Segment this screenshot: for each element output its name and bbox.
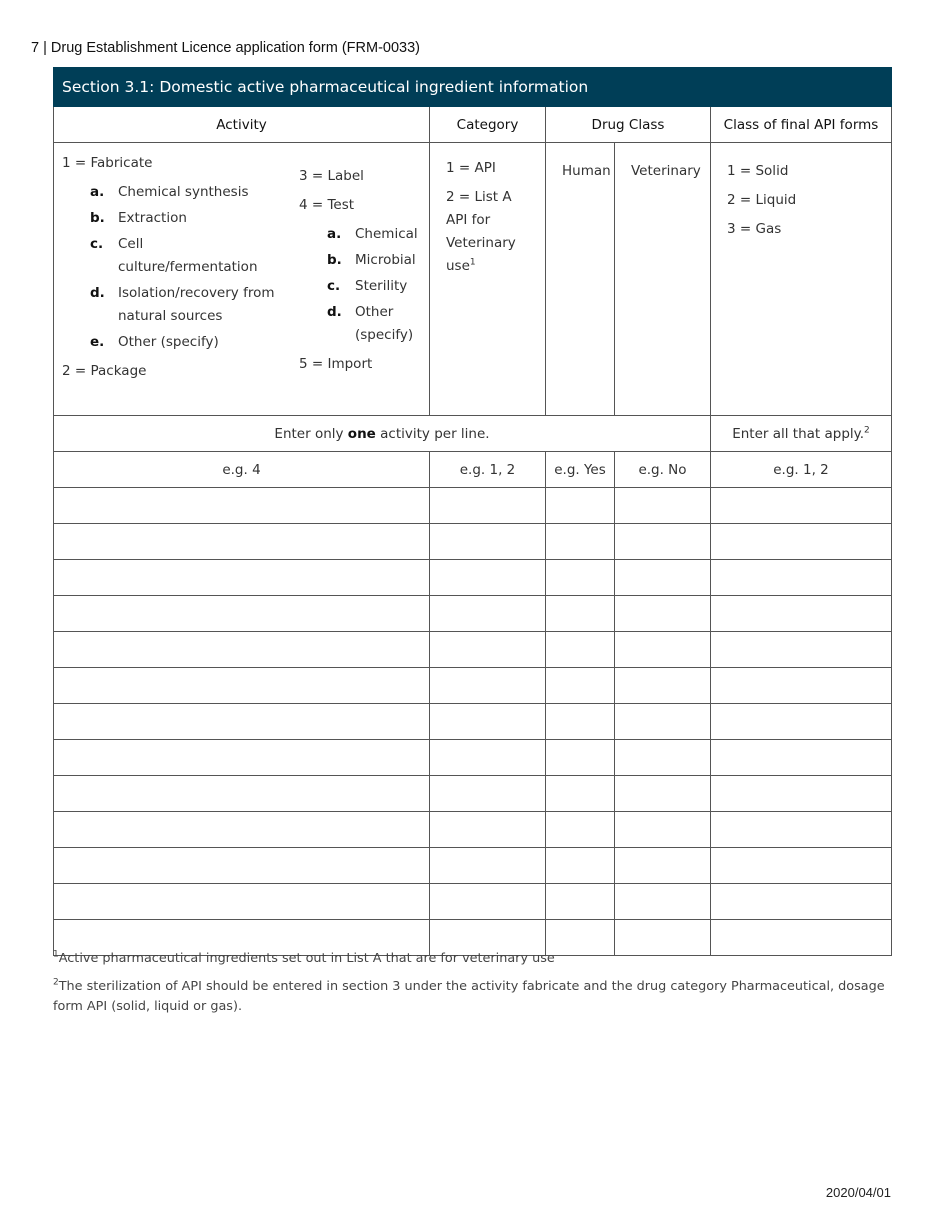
entry-row bbox=[54, 524, 892, 560]
api-form-item: 1 = Solid bbox=[727, 163, 789, 179]
entry-row bbox=[54, 848, 892, 884]
category-item-1: 1 = API bbox=[446, 160, 496, 176]
api-forms-instruction: Enter all that apply.$^2$ bbox=[711, 416, 892, 452]
entry-cell-api-forms[interactable] bbox=[711, 524, 892, 560]
legend-test-item: b. Microbial bbox=[327, 252, 416, 268]
api-forms-legend bbox=[711, 143, 892, 416]
entry-cell-human[interactable] bbox=[546, 740, 615, 776]
entry-cell-activity[interactable] bbox=[54, 632, 430, 668]
entry-cell-api-forms[interactable] bbox=[711, 884, 892, 920]
api-information-table bbox=[53, 67, 892, 956]
entry-cell-activity[interactable] bbox=[54, 488, 430, 524]
entry-cell-activity[interactable] bbox=[54, 668, 430, 704]
section-title: Section 3.1: Domestic active pharmaceutical ingredient information bbox=[54, 68, 892, 107]
entry-cell-activity[interactable] bbox=[54, 812, 430, 848]
entry-cell-veterinary[interactable] bbox=[615, 668, 711, 704]
entry-cell-api-forms[interactable] bbox=[711, 812, 892, 848]
entry-cell-veterinary[interactable] bbox=[615, 560, 711, 596]
legend-import: 5 = Import bbox=[299, 356, 373, 372]
page-header: 7 | Drug Establishment Licence application form (FRM-0033) bbox=[31, 40, 420, 56]
entry-cell-category[interactable] bbox=[430, 524, 546, 560]
entry-cell-human[interactable] bbox=[546, 596, 615, 632]
legend-fabricate: 1 = Fabricate bbox=[62, 155, 153, 171]
entry-cell-category[interactable] bbox=[430, 668, 546, 704]
entry-cell-human[interactable] bbox=[546, 884, 615, 920]
entry-cell-veterinary[interactable] bbox=[615, 884, 711, 920]
entry-cell-api-forms[interactable] bbox=[711, 776, 892, 812]
example-category: e.g. 1, 2 bbox=[430, 452, 546, 488]
entry-cell-veterinary[interactable] bbox=[615, 632, 711, 668]
category-column-header: Category bbox=[430, 107, 546, 143]
legend-label: 3 = Label bbox=[299, 168, 364, 184]
entry-cell-category[interactable] bbox=[430, 596, 546, 632]
entry-cell-human[interactable] bbox=[546, 704, 615, 740]
legend-fabricate-item: a. Chemical synthesis bbox=[90, 184, 249, 200]
entry-cell-veterinary[interactable] bbox=[615, 848, 711, 884]
entry-cell-category[interactable] bbox=[430, 740, 546, 776]
entry-row bbox=[54, 812, 892, 848]
entry-cell-veterinary[interactable] bbox=[615, 776, 711, 812]
footer-date: 2020/04/01 bbox=[825, 1185, 891, 1200]
entry-cell-human[interactable] bbox=[546, 848, 615, 884]
entry-cell-activity[interactable] bbox=[54, 524, 430, 560]
entry-cell-api-forms[interactable] bbox=[711, 596, 892, 632]
entry-cell-veterinary[interactable] bbox=[615, 704, 711, 740]
entry-cell-api-forms[interactable] bbox=[711, 668, 892, 704]
entry-cell-activity[interactable] bbox=[54, 848, 430, 884]
entry-cell-veterinary[interactable] bbox=[615, 740, 711, 776]
entry-row bbox=[54, 884, 892, 920]
entry-cell-human[interactable] bbox=[546, 632, 615, 668]
footnote-2: $^2$The sterilization of API should be entered in section 3 under the activity fabricate and the drug category Pharmaceutical, dosage form API (solid, liquid or gas). bbox=[53, 977, 885, 1014]
entry-cell-human[interactable] bbox=[546, 776, 615, 812]
entry-cell-api-forms[interactable] bbox=[711, 704, 892, 740]
legend-fabricate-item: c. Cell culture/fermentation bbox=[90, 236, 258, 275]
entry-cell-human[interactable] bbox=[546, 560, 615, 596]
entry-cell-api-forms[interactable] bbox=[711, 560, 892, 596]
footnote-ref-2: 2 bbox=[864, 425, 870, 435]
api-forms-column-header: Class of final API forms bbox=[711, 107, 892, 143]
entry-cell-veterinary[interactable] bbox=[615, 488, 711, 524]
entry-row bbox=[54, 776, 892, 812]
legend-fabricate-item: e. Other (specify) bbox=[90, 334, 219, 350]
human-header: Human bbox=[546, 143, 615, 416]
legend-test-item: c. Sterility bbox=[327, 278, 408, 294]
activity-column-header: Activity bbox=[54, 107, 430, 143]
entry-cell-category[interactable] bbox=[430, 884, 546, 920]
entry-cell-veterinary[interactable] bbox=[615, 596, 711, 632]
entry-cell-api-forms[interactable] bbox=[711, 740, 892, 776]
example-veterinary: e.g. No bbox=[615, 452, 711, 488]
legend-package: 2 = Package bbox=[62, 363, 147, 379]
entry-cell-human[interactable] bbox=[546, 668, 615, 704]
category-item-2: 2 = List A API for Veterinary use$^1$ bbox=[446, 189, 516, 274]
footnote-ref-1: 1 bbox=[469, 257, 476, 268]
entry-cell-category[interactable] bbox=[430, 704, 546, 740]
entry-rows bbox=[54, 488, 892, 956]
legend-fabricate-item: d. Isolation/recovery from natural sources bbox=[90, 285, 275, 324]
api-form-item: 2 = Liquid bbox=[727, 192, 797, 208]
drug-class-column-header: Drug Class bbox=[546, 107, 711, 143]
entry-cell-api-forms[interactable] bbox=[711, 488, 892, 524]
legend-test-item: d. Other (specify) bbox=[327, 304, 414, 343]
entry-cell-human[interactable] bbox=[546, 488, 615, 524]
legend-test-item: a. Chemical bbox=[327, 226, 418, 242]
example-activity: e.g. 4 bbox=[54, 452, 430, 488]
entry-cell-category[interactable] bbox=[430, 848, 546, 884]
entry-cell-api-forms[interactable] bbox=[711, 848, 892, 884]
activity-instruction: Enter only one activity per line. bbox=[54, 416, 711, 452]
legend-test: 4 = Test bbox=[299, 197, 355, 213]
entry-cell-category[interactable] bbox=[430, 776, 546, 812]
entry-row bbox=[54, 668, 892, 704]
entry-row bbox=[54, 560, 892, 596]
entry-row bbox=[54, 596, 892, 632]
category-legend bbox=[430, 143, 546, 416]
entry-cell-category[interactable] bbox=[430, 488, 546, 524]
entry-row bbox=[54, 632, 892, 668]
entry-cell-category[interactable] bbox=[430, 560, 546, 596]
entry-cell-human[interactable] bbox=[546, 812, 615, 848]
entry-cell-activity[interactable] bbox=[54, 560, 430, 596]
footnote-1: $^1$Active pharmaceutical ingredients set out in List A that are for veterinary use bbox=[53, 949, 555, 966]
entry-cell-human[interactable] bbox=[546, 524, 615, 560]
example-human: e.g. Yes bbox=[546, 452, 615, 488]
example-row bbox=[54, 452, 892, 488]
entry-row bbox=[54, 704, 892, 740]
veterinary-header: Veterinary bbox=[615, 143, 711, 416]
api-form-item: 3 = Gas bbox=[727, 221, 782, 237]
entry-cell-veterinary[interactable] bbox=[615, 812, 711, 848]
activity-legend bbox=[54, 143, 430, 416]
entry-cell-category[interactable] bbox=[430, 632, 546, 668]
entry-cell-activity[interactable] bbox=[54, 884, 430, 920]
entry-row bbox=[54, 740, 892, 776]
entry-cell-activity[interactable] bbox=[54, 776, 430, 812]
entry-cell-category[interactable] bbox=[430, 812, 546, 848]
entry-cell-activity[interactable] bbox=[54, 740, 430, 776]
entry-cell-activity[interactable] bbox=[54, 704, 430, 740]
entry-cell-veterinary[interactable] bbox=[615, 524, 711, 560]
entry-cell-activity[interactable] bbox=[54, 596, 430, 632]
legend-fabricate-item: b. Extraction bbox=[90, 210, 187, 226]
example-api-forms: e.g. 1, 2 bbox=[711, 452, 892, 488]
entry-row bbox=[54, 488, 892, 524]
entry-cell-api-forms[interactable] bbox=[711, 632, 892, 668]
